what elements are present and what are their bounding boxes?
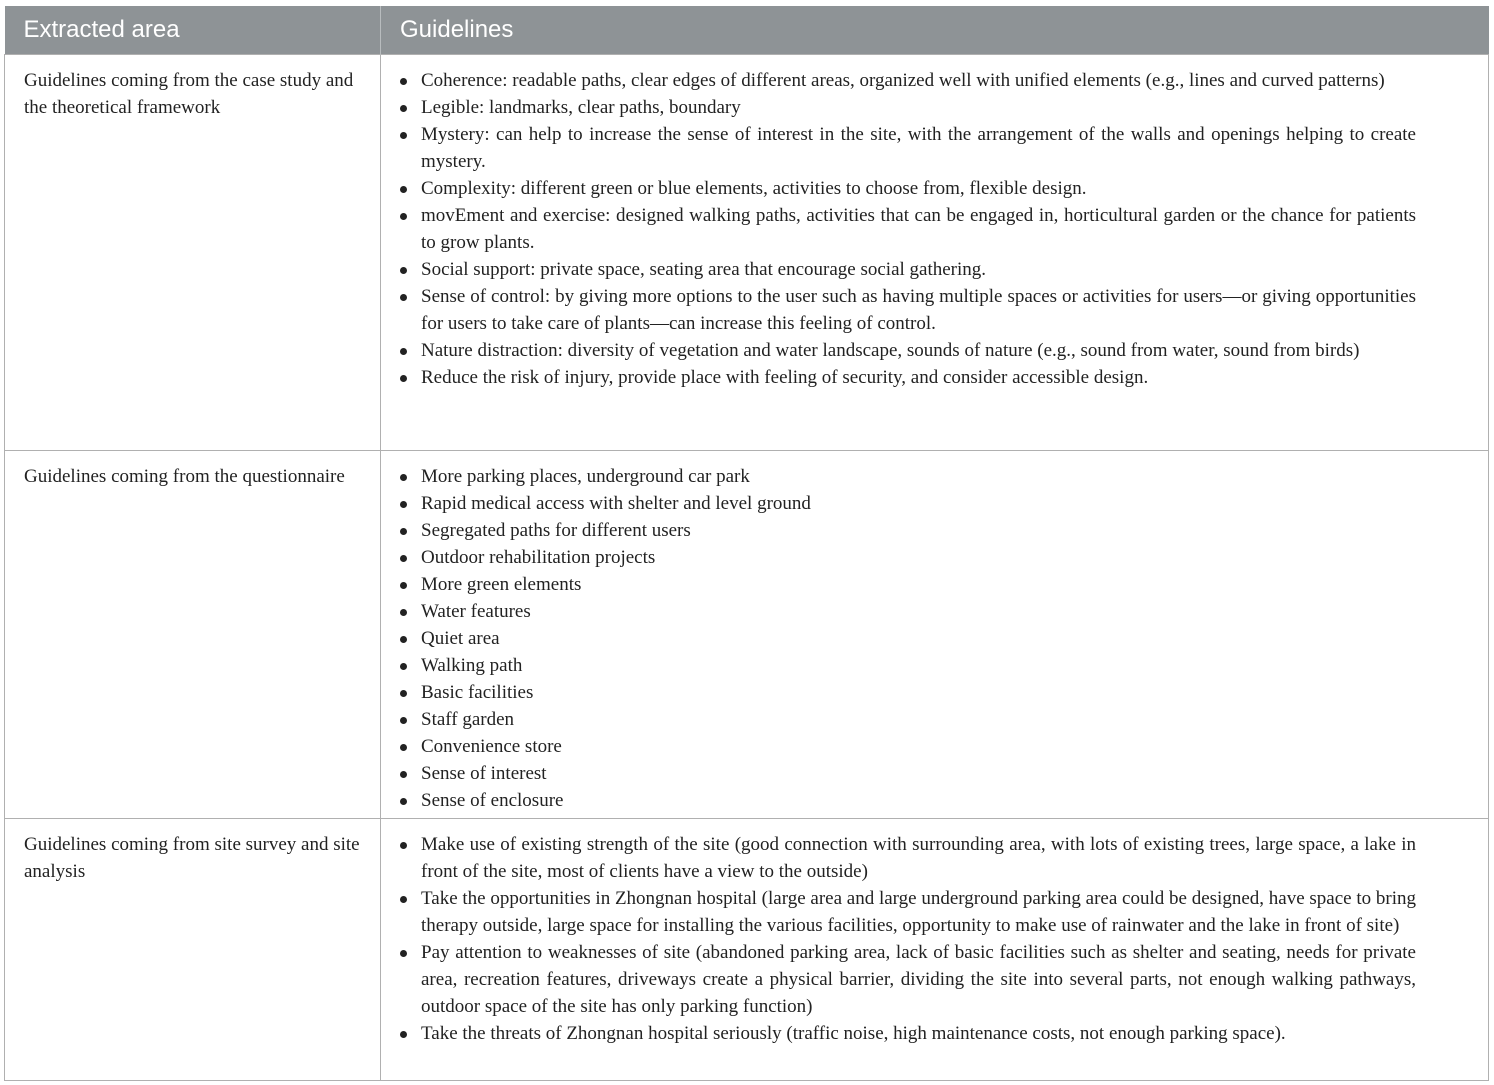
guidelines-list — [398, 67, 1416, 391]
list-item: Nature distraction: diversity of vegetation and water landscape, sounds of nature (e.g., sound from water, sound from birds) — [398, 337, 1416, 364]
list-item: Basic facilities — [398, 679, 1416, 706]
column-header-extracted-area: Extracted area — [5, 6, 381, 54]
list-item: More green elements — [398, 571, 1416, 598]
table-row — [5, 450, 1489, 818]
list-item: Walking path — [398, 652, 1416, 679]
list-item: Mystery: can help to increase the sense of interest in the site, with the arrangement of the walls and openings helping to create mystery. — [398, 121, 1416, 175]
guidelines-cell — [381, 54, 1489, 450]
list-item: Pay attention to weaknesses of site (abandoned parking area, lack of basic facilities such as shelter and seating, needs for private area, recreation features, driveways create a physical barrier, dividing the site into several parts, not enough walking pathways, outdoor space of the site has only parking function) — [398, 939, 1416, 1020]
extracted-area-cell: Guidelines coming from the case study and the theoretical framework — [5, 54, 381, 450]
guidelines-list — [398, 831, 1416, 1047]
list-item: Convenience store — [398, 733, 1416, 760]
list-item: Reduce the risk of injury, provide place with feeling of security, and consider accessible design. — [398, 364, 1416, 391]
list-item: Sense of enclosure — [398, 787, 1416, 814]
list-item: Sense of interest — [398, 760, 1416, 787]
list-item: Social support: private space, seating area that encourage social gathering. — [398, 256, 1416, 283]
list-item: More parking places, underground car park — [398, 463, 1416, 490]
table-header-row — [5, 6, 1489, 54]
list-item: Rapid medical access with shelter and level ground — [398, 490, 1416, 517]
guidelines-cell — [381, 450, 1489, 818]
extracted-area-cell: Guidelines coming from the questionnaire — [5, 450, 381, 818]
list-item: Staff garden — [398, 706, 1416, 733]
list-item: Coherence: readable paths, clear edges of different areas, organized well with unified elements (e.g., lines and curved patterns) — [398, 67, 1416, 94]
list-item: Take the threats of Zhongnan hospital seriously (traffic noise, high maintenance costs, not enough parking space). — [398, 1020, 1416, 1047]
list-item: Complexity: different green or blue elements, activities to choose from, flexible design. — [398, 175, 1416, 202]
list-item: Outdoor rehabilitation projects — [398, 544, 1416, 571]
list-item: Take the opportunities in Zhongnan hospital (large area and large underground parking area could be designed, have space to bring therapy outside, large space for installing the various facilities, opportunity to make use of rainwater and the lake in front of site) — [398, 885, 1416, 939]
list-item: Segregated paths for different users — [398, 517, 1416, 544]
list-item: Quiet area — [398, 625, 1416, 652]
extracted-area-cell: Guidelines coming from site survey and site analysis — [5, 818, 381, 1080]
list-item: movEment and exercise: designed walking paths, activities that can be engaged in, horticultural garden or the chance for patients to grow plants. — [398, 202, 1416, 256]
column-header-guidelines: Guidelines — [381, 6, 1489, 54]
guidelines-cell — [381, 818, 1489, 1080]
table-row — [5, 54, 1489, 450]
list-item: Sense of control: by giving more options to the user such as having multiple spaces or activities for users—or giving opportunities for users to take care of plants—can increase this feeling of control. — [398, 283, 1416, 337]
list-item: Legible: landmarks, clear paths, boundary — [398, 94, 1416, 121]
guidelines-list — [398, 463, 1416, 814]
list-item: Make use of existing strength of the site (good connection with surrounding area, with lots of existing trees, large space, a lake in front of the site, most of clients have a view to the outside) — [398, 831, 1416, 885]
table-row — [5, 818, 1489, 1080]
guidelines-table — [4, 6, 1489, 1081]
list-item: Water features — [398, 598, 1416, 625]
